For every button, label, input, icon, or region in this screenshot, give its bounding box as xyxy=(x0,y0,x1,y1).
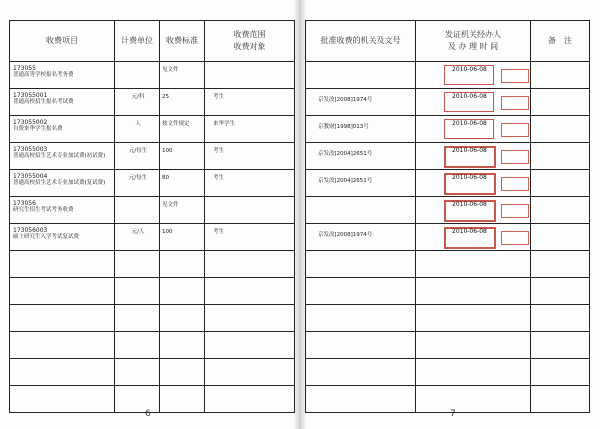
empty-cell xyxy=(531,359,590,386)
table-row xyxy=(10,170,295,197)
authority-doc: 京发改[2004]2651号 xyxy=(318,178,373,184)
handled-date: 2010-06-08 xyxy=(452,66,487,73)
item-name: 研究生招生考试考务收费 xyxy=(13,207,74,213)
table-row xyxy=(10,116,295,143)
notes-cell xyxy=(531,143,590,170)
table-row xyxy=(10,305,295,332)
authority-doc: 京教财[1998]013号 xyxy=(318,124,369,130)
item-name: 硕士研究生入学考试复试费 xyxy=(13,234,80,240)
item-name: 普通高校招生报名考试费 xyxy=(13,99,74,105)
item-code: 173055001 xyxy=(13,92,48,99)
handler-name-stamp xyxy=(501,204,529,218)
empty-cell xyxy=(531,305,590,332)
empty-cell xyxy=(160,359,205,386)
item-name: 普通高校招生艺术专业加试费(复试费) xyxy=(13,180,106,186)
handler-cell xyxy=(416,62,531,89)
table-row xyxy=(10,143,295,170)
empty-cell xyxy=(306,359,416,386)
empty-cell xyxy=(205,359,295,386)
table-row xyxy=(10,197,295,224)
table-row xyxy=(10,278,295,305)
empty-cell xyxy=(306,386,416,413)
table-row xyxy=(306,89,590,116)
authority-doc xyxy=(306,197,415,203)
empty-cell xyxy=(160,278,205,305)
empty-cell xyxy=(115,305,160,332)
empty-cell xyxy=(205,278,295,305)
unit-cell: 元/科 xyxy=(131,94,145,100)
table-row xyxy=(10,89,295,116)
empty-cell xyxy=(115,251,160,278)
table-row xyxy=(306,359,590,386)
empty-cell xyxy=(205,386,295,413)
handler-cell xyxy=(416,116,531,143)
empty-cell xyxy=(115,278,160,305)
empty-cell xyxy=(306,305,416,332)
item-cell xyxy=(10,89,115,116)
header-scope: 收费范围 收费对象 xyxy=(205,21,295,62)
empty-cell xyxy=(205,251,295,278)
notes-cell xyxy=(531,170,590,197)
empty-cell xyxy=(416,386,531,413)
table-row xyxy=(306,224,590,251)
empty-cell xyxy=(160,386,205,413)
table-row xyxy=(306,170,590,197)
scope-cell xyxy=(205,197,294,202)
header-handler: 发证机关经办人 及 办 理 时 间 xyxy=(416,21,531,62)
scope-cell: 来华学生 xyxy=(213,121,236,127)
handler-cell xyxy=(416,170,531,197)
empty-cell xyxy=(531,332,590,359)
handled-date: 2010-06-08 xyxy=(452,147,487,154)
item-code: 173055004 xyxy=(13,173,48,180)
item-cell xyxy=(10,224,115,251)
header-authority: 批准收费的机关及文号 xyxy=(306,21,416,62)
empty-cell xyxy=(115,332,160,359)
header-item: 收费项目 xyxy=(10,21,115,62)
notes-cell xyxy=(531,116,590,143)
table-row xyxy=(306,305,590,332)
empty-cell xyxy=(115,386,160,413)
scope-cell: 考生 xyxy=(213,175,225,181)
unit-cell xyxy=(115,197,159,202)
handled-date: 2010-06-08 xyxy=(452,93,487,100)
empty-cell xyxy=(160,305,205,332)
handler-name-stamp xyxy=(501,69,529,83)
item-name: 普通高等学校报名考务费 xyxy=(13,72,74,78)
authority-doc: 京发改[2008]1974号 xyxy=(318,232,373,238)
authority-doc: 京发改[2004]2651号 xyxy=(318,151,373,157)
item-code: 173055002 xyxy=(13,119,48,126)
standard-cell: 80 xyxy=(162,175,169,181)
item-code: 173056 xyxy=(13,200,36,207)
handled-date: 2010-06-08 xyxy=(452,174,487,181)
table-row xyxy=(306,116,590,143)
scope-cell: 考生 xyxy=(213,94,225,100)
authority-doc: 京发改[2008]1974号 xyxy=(318,97,373,103)
item-cell xyxy=(10,197,115,224)
unit-cell: 人 xyxy=(135,121,141,127)
item-name: 自费来华学生报名费 xyxy=(13,126,63,132)
item-code: 173056003 xyxy=(13,227,48,234)
table-row xyxy=(306,278,590,305)
empty-cell xyxy=(306,332,416,359)
empty-cell xyxy=(115,359,160,386)
empty-cell xyxy=(416,332,531,359)
unit-cell xyxy=(115,62,159,67)
header-unit: 计费单位 xyxy=(115,21,160,62)
notes-cell xyxy=(531,224,590,251)
empty-cell xyxy=(160,251,205,278)
empty-cell xyxy=(10,305,115,332)
empty-cell xyxy=(416,278,531,305)
empty-cell xyxy=(306,278,416,305)
handler-name-stamp xyxy=(501,231,529,245)
handler-name-stamp xyxy=(501,150,529,164)
handler-name-stamp xyxy=(501,123,529,137)
item-cell xyxy=(10,116,115,143)
empty-cell xyxy=(205,332,295,359)
notes-cell xyxy=(531,62,590,89)
item-cell xyxy=(10,170,115,197)
table-row xyxy=(10,251,295,278)
empty-cell xyxy=(416,359,531,386)
table-row xyxy=(306,386,590,413)
handler-name-stamp xyxy=(501,177,529,191)
table-row xyxy=(10,386,295,413)
notes-cell xyxy=(531,197,590,224)
scope-cell: 考生 xyxy=(213,229,225,235)
empty-cell xyxy=(531,278,590,305)
handled-date: 2010-06-08 xyxy=(452,201,487,208)
table-row xyxy=(10,62,295,89)
handler-cell xyxy=(416,197,531,224)
empty-cell xyxy=(306,251,416,278)
unit-cell: 元/每生 xyxy=(128,175,148,181)
page-number-right: 7 xyxy=(450,409,456,419)
handler-cell xyxy=(416,89,531,116)
empty-cell xyxy=(205,305,295,332)
handler-cell xyxy=(416,224,531,251)
empty-cell xyxy=(160,332,205,359)
item-code: 173055 xyxy=(13,65,36,72)
table-row xyxy=(306,62,590,89)
table-row xyxy=(10,332,295,359)
header-standard: 收费标准 xyxy=(160,21,205,62)
table-row xyxy=(306,332,590,359)
unit-cell: 元/人 xyxy=(131,229,145,235)
empty-cell xyxy=(531,251,590,278)
table-row xyxy=(306,251,590,278)
empty-cell xyxy=(416,305,531,332)
table-row xyxy=(306,197,590,224)
standard-cell: 见文件 xyxy=(162,67,179,73)
handled-date: 2010-06-08 xyxy=(452,120,487,127)
item-cell xyxy=(10,62,115,89)
table-row xyxy=(306,143,590,170)
authority-doc xyxy=(306,62,415,68)
handled-date: 2010-06-08 xyxy=(452,228,487,235)
table-row xyxy=(10,359,295,386)
empty-cell xyxy=(10,251,115,278)
empty-cell xyxy=(416,251,531,278)
empty-cell xyxy=(10,359,115,386)
header-notes: 备 注 xyxy=(531,21,590,62)
fee-table-right xyxy=(305,20,590,413)
empty-cell xyxy=(531,386,590,413)
table-row xyxy=(10,224,295,251)
page-number-left: 6 xyxy=(145,409,151,419)
fee-table-left xyxy=(9,20,295,413)
item-name: 普通高校招生艺术专业加试费(初试费) xyxy=(13,153,106,159)
handler-cell xyxy=(416,143,531,170)
standard-cell: 按文件规定 xyxy=(162,121,190,127)
item-cell xyxy=(10,143,115,170)
notes-cell xyxy=(531,89,590,116)
empty-cell xyxy=(10,278,115,305)
empty-cell xyxy=(10,386,115,413)
scope-cell xyxy=(205,62,294,67)
item-code: 173055003 xyxy=(13,146,48,153)
handler-name-stamp xyxy=(501,96,529,110)
empty-cell xyxy=(10,332,115,359)
standard-cell: 25 xyxy=(162,94,169,100)
standard-cell: 100 xyxy=(162,229,173,235)
standard-cell: 见文件 xyxy=(162,202,179,208)
scope-cell: 考生 xyxy=(213,148,225,154)
standard-cell: 100 xyxy=(162,148,173,154)
unit-cell: 元/每生 xyxy=(128,148,148,154)
